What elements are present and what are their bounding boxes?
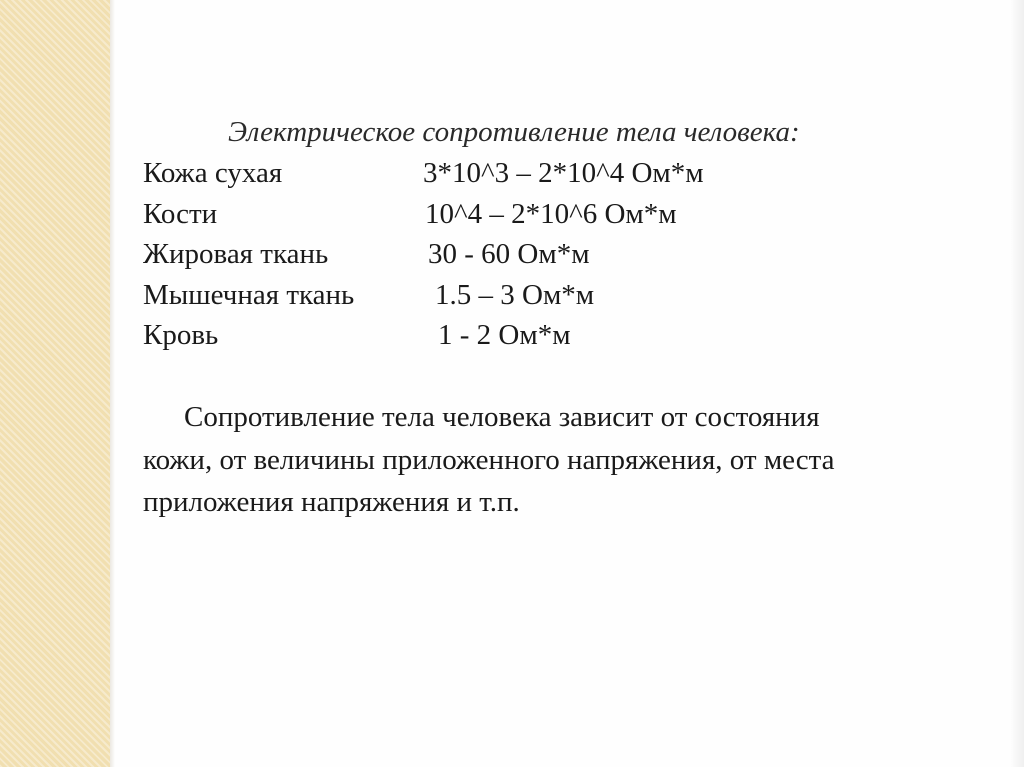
row-value-muscle: 1.5 – 3 Ом*м [435,279,595,311]
row-value-fat: 30 - 60 Ом*м [428,238,590,270]
row-value-bones: 10^4 – 2*10^6 Ом*м [425,198,677,230]
slide-title: Электрическое сопротивление тела человека: [228,116,800,148]
paragraph-line-2: кожи, от величины приложенного напряжения, от места [143,444,835,476]
paragraph-line-1: Сопротивление тела человека зависит от состояния [184,401,820,433]
paragraph-line-3: приложения напряжения и т.п. [143,486,520,518]
row-label-skin: Кожа сухая [143,157,283,189]
row-value-blood: 1 - 2 Ом*м [438,319,571,351]
row-label-fat: Жировая ткань [143,238,329,270]
row-label-bones: Кости [143,198,218,230]
row-label-blood: Кровь [143,319,219,351]
right-edge-shadow [1010,0,1024,767]
row-label-muscle: Мышечная ткань [143,279,355,311]
decorative-side-band [0,0,110,767]
row-value-skin: 3*10^3 – 2*10^4 Ом*м [423,157,704,189]
band-edge-shadow [110,0,115,767]
